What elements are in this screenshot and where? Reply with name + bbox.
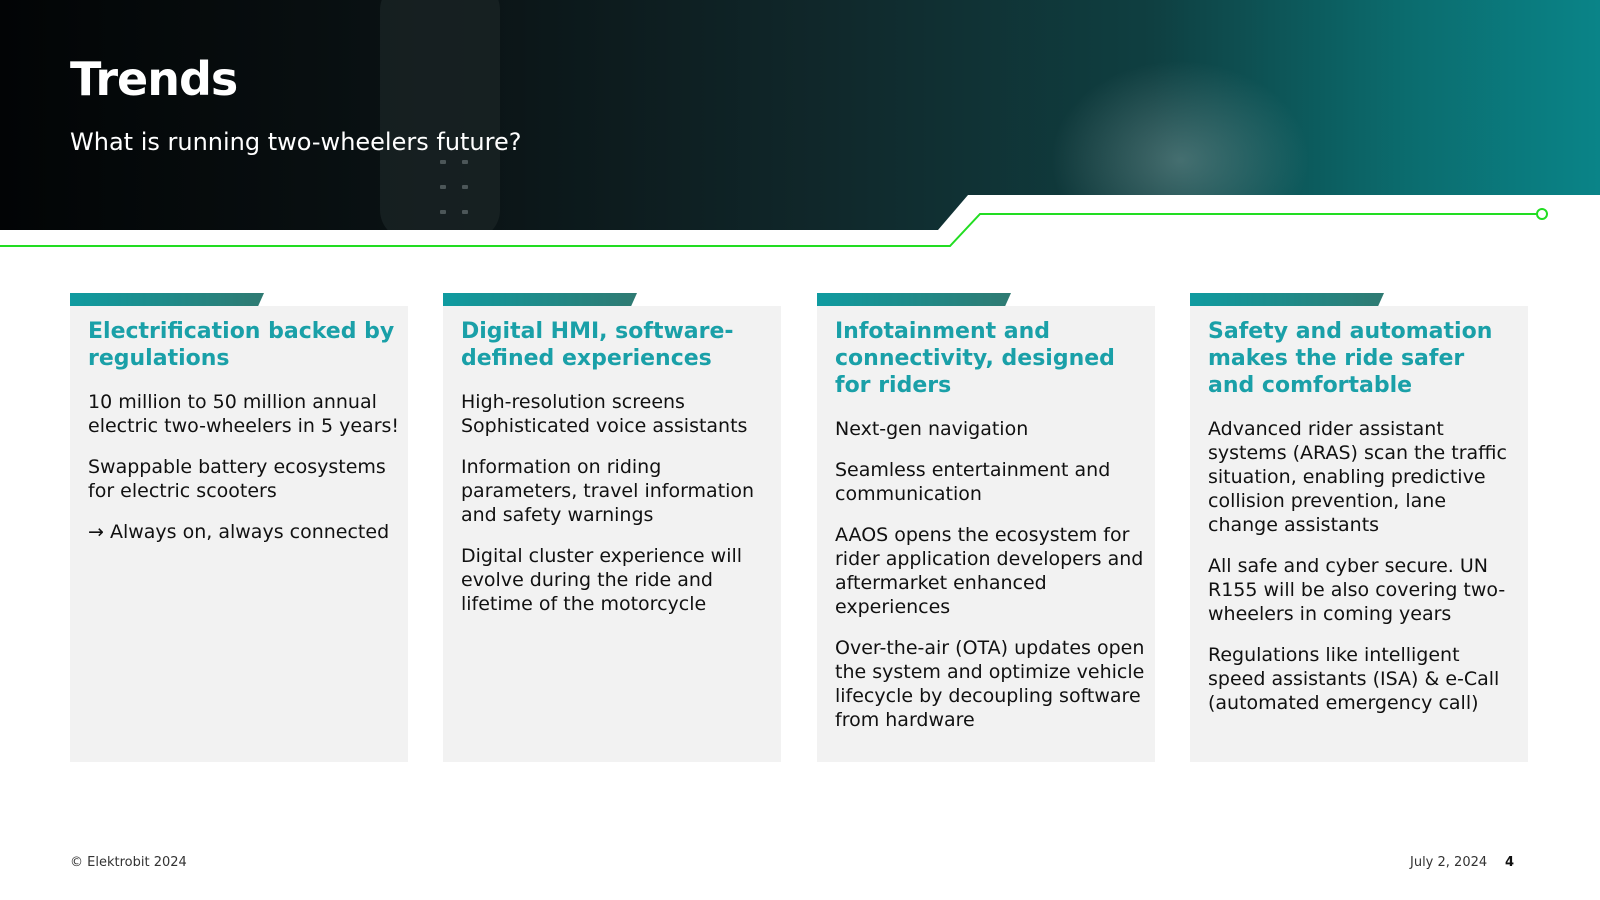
card-paragraph: Regulations like intelligent speed assistants (ISA) & e-Call (automated emergency call) — [1208, 644, 1500, 714]
card-paragraph: Over-the-air (OTA) updates open the system and optimize vehicle lifecycle by decoupling software from hardware — [835, 637, 1145, 731]
card-heading: Safety and automation makes the ride safer and comfortable — [1208, 319, 1493, 398]
footer-date: July 2, 2024 — [1410, 855, 1488, 870]
card-paragraph: Advanced rider assistant systems (ARAS) scan the traffic situation, enabling predictive collision prevention, lane change assistants — [1208, 418, 1507, 536]
card-body — [835, 417, 1147, 749]
card-paragraph: Swappable battery ecosystems for electric scooters — [88, 456, 386, 502]
card-paragraph: AAOS opens the ecosystem for rider application developers and aftermarket enhanced experiences — [835, 524, 1144, 618]
card-heading: Electrification backed by regulations — [88, 319, 395, 371]
card-heading: Digital HMI, software-defined experiences — [461, 319, 734, 371]
card-heading: Infotainment and connectivity, designed for riders — [835, 319, 1115, 398]
card-paragraph: Information on riding parameters, travel information and safety warnings — [461, 456, 755, 526]
page-subtitle: What is running two-wheelers future? — [70, 128, 522, 156]
card-paragraph: Next-gen navigation — [835, 418, 1029, 440]
card-paragraph: All safe and cyber secure. UN R155 will be also covering two-wheelers in coming years — [1208, 555, 1506, 625]
card-paragraph: 10 million to 50 million annual electric two-wheelers in 5 years! — [88, 391, 400, 437]
card-tab-electrification — [70, 293, 264, 306]
card-paragraph: High-resolution screens Sophisticated voice assistants — [461, 391, 748, 437]
card-paragraph: → Always on, always connected — [88, 521, 390, 543]
footer-page-number: 4 — [1505, 855, 1515, 870]
card-paragraph: Seamless entertainment and communication — [835, 459, 1111, 505]
page-title: Trends — [70, 52, 238, 106]
card-digital-hmi — [443, 306, 781, 762]
card-body — [88, 390, 400, 561]
footer-copyright: © Elektrobit 2024 — [70, 855, 187, 870]
card-body — [461, 390, 773, 633]
card-tab-safety — [1190, 293, 1384, 306]
header-divider-line — [0, 195, 1600, 255]
card-infotainment — [817, 306, 1155, 762]
card-safety — [1190, 306, 1528, 762]
card-paragraph: Digital cluster experience will evolve during the ride and lifetime of the motorcycle — [461, 545, 743, 615]
card-tab-digital-hmi — [443, 293, 637, 306]
card-electrification — [70, 306, 408, 762]
card-body — [1208, 417, 1520, 732]
card-tab-infotainment — [817, 293, 1011, 306]
